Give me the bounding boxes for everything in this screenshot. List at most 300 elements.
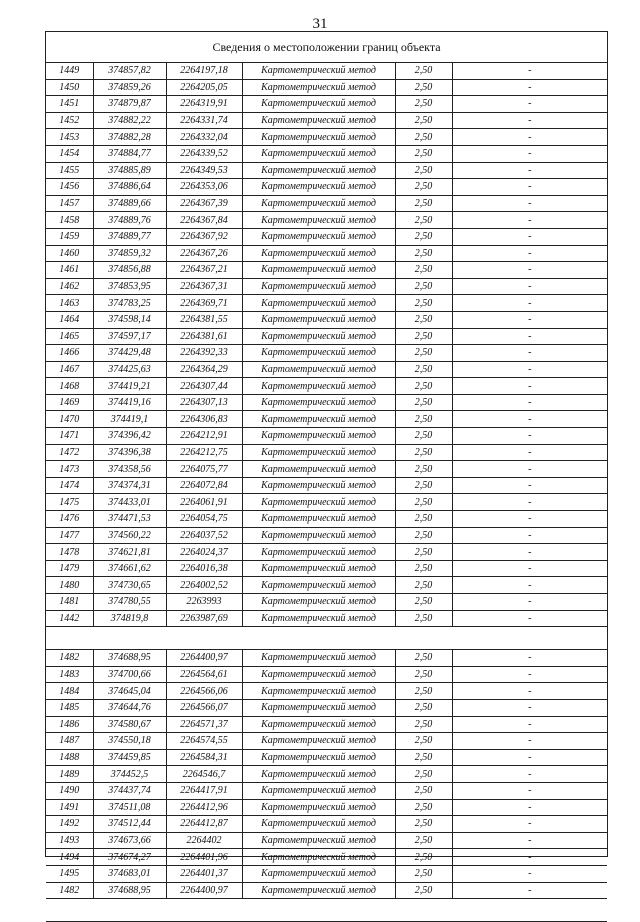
x-coordinate-cell: 374419,16	[93, 394, 166, 411]
table-row	[46, 782, 607, 799]
x-coordinate-cell: 374560,22	[93, 527, 166, 544]
x-coordinate-cell: 374730,65	[93, 577, 166, 594]
point-number-cell: 1472	[46, 444, 93, 461]
method-cell: Картометрический метод	[242, 245, 395, 262]
point-number-cell: 1457	[46, 195, 93, 212]
x-coordinate-cell: 374419,1	[93, 411, 166, 428]
point-number-cell: 1463	[46, 295, 93, 312]
y-coordinate-cell: 2263993	[166, 594, 242, 611]
y-coordinate-cell: 2264002,52	[166, 577, 242, 594]
method-cell: Картометрический метод	[242, 650, 395, 667]
description-cell: -	[452, 782, 607, 799]
table-row	[46, 394, 607, 411]
table-row	[46, 195, 607, 212]
y-coordinate-cell: 2264061,91	[166, 494, 242, 511]
table-row	[46, 212, 607, 229]
y-coordinate-cell: 2264205,05	[166, 79, 242, 96]
point-number-cell: 1483	[46, 666, 93, 683]
table-row	[46, 560, 607, 577]
method-cell: Картометрический метод	[242, 699, 395, 716]
point-number-cell: 1489	[46, 766, 93, 783]
y-coordinate-cell: 2264331,74	[166, 112, 242, 129]
y-coordinate-cell: 2264402	[166, 832, 242, 849]
method-cell: Картометрический метод	[242, 544, 395, 561]
description-cell: -	[452, 699, 607, 716]
description-cell: -	[452, 816, 607, 833]
point-number-cell: 1461	[46, 262, 93, 279]
accuracy-cell: 2,50	[395, 212, 452, 229]
accuracy-cell: 2,50	[395, 610, 452, 627]
y-coordinate-cell: 2264353,06	[166, 179, 242, 196]
table-row	[46, 683, 607, 700]
y-coordinate-cell: 2264319,91	[166, 96, 242, 113]
description-cell: -	[452, 378, 607, 395]
accuracy-cell: 2,50	[395, 179, 452, 196]
accuracy-cell: 2,50	[395, 594, 452, 611]
point-number-cell: 1482	[46, 882, 93, 899]
table-row	[46, 179, 607, 196]
table-row	[46, 699, 607, 716]
table-row	[46, 112, 607, 129]
method-cell: Картометрический метод	[242, 865, 395, 882]
description-cell: -	[452, 650, 607, 667]
description-cell: -	[452, 394, 607, 411]
x-coordinate-cell: 374433,01	[93, 494, 166, 511]
contour-separator-row	[46, 627, 607, 650]
accuracy-cell: 2,50	[395, 411, 452, 428]
description-cell: -	[452, 195, 607, 212]
x-coordinate-cell: 374661,62	[93, 560, 166, 577]
x-coordinate-cell: 374374,31	[93, 477, 166, 494]
method-cell: Картометрический метод	[242, 179, 395, 196]
accuracy-cell: 2,50	[395, 816, 452, 833]
table-row	[46, 461, 607, 478]
table-row	[46, 716, 607, 733]
method-cell: Картометрический метод	[242, 295, 395, 312]
description-cell: -	[452, 63, 607, 79]
method-cell: Картометрический метод	[242, 733, 395, 750]
point-number-cell: 1494	[46, 849, 93, 866]
y-coordinate-cell: 2264075,77	[166, 461, 242, 478]
method-cell: Картометрический метод	[242, 411, 395, 428]
accuracy-cell: 2,50	[395, 345, 452, 362]
accuracy-cell: 2,50	[395, 262, 452, 279]
description-cell: -	[452, 799, 607, 816]
accuracy-cell: 2,50	[395, 361, 452, 378]
x-coordinate-cell: 374879,87	[93, 96, 166, 113]
method-cell: Картометрический метод	[242, 716, 395, 733]
x-coordinate-cell: 374597,17	[93, 328, 166, 345]
point-number-cell: 1477	[46, 527, 93, 544]
table-row	[46, 278, 607, 295]
method-cell: Картометрический метод	[242, 428, 395, 445]
x-coordinate-cell: 374644,76	[93, 699, 166, 716]
table-row	[46, 444, 607, 461]
table-row	[46, 849, 607, 866]
x-coordinate-cell: 374396,42	[93, 428, 166, 445]
method-cell: Картометрический метод	[242, 328, 395, 345]
x-coordinate-cell: 374859,26	[93, 79, 166, 96]
point-number-cell: 1486	[46, 716, 93, 733]
table-row	[46, 378, 607, 395]
x-coordinate-cell: 374889,77	[93, 228, 166, 245]
table-row	[46, 145, 607, 162]
coordinates-table	[46, 63, 607, 922]
description-cell: -	[452, 577, 607, 594]
empty-cell	[46, 899, 607, 922]
point-number-cell: 1471	[46, 428, 93, 445]
point-number-cell: 1480	[46, 577, 93, 594]
y-coordinate-cell: 2264369,71	[166, 295, 242, 312]
x-coordinate-cell: 374674,27	[93, 849, 166, 866]
description-cell: -	[452, 461, 607, 478]
point-number-cell: 1484	[46, 683, 93, 700]
accuracy-cell: 2,50	[395, 444, 452, 461]
method-cell: Картометрический метод	[242, 444, 395, 461]
x-coordinate-cell: 374886,64	[93, 179, 166, 196]
point-number-cell: 1466	[46, 345, 93, 362]
description-cell: -	[452, 345, 607, 362]
accuracy-cell: 2,50	[395, 195, 452, 212]
table-row	[46, 749, 607, 766]
x-coordinate-cell: 374889,76	[93, 212, 166, 229]
table-row	[46, 79, 607, 96]
point-number-cell: 1488	[46, 749, 93, 766]
table-row	[46, 262, 607, 279]
description-cell: -	[452, 328, 607, 345]
y-coordinate-cell: 2264400,97	[166, 650, 242, 667]
description-cell: -	[452, 511, 607, 528]
accuracy-cell: 2,50	[395, 544, 452, 561]
table-row	[46, 411, 607, 428]
table-row	[46, 162, 607, 179]
accuracy-cell: 2,50	[395, 849, 452, 866]
y-coordinate-cell: 2264546,7	[166, 766, 242, 783]
point-number-cell: 1451	[46, 96, 93, 113]
description-cell: -	[452, 96, 607, 113]
description-cell: -	[452, 245, 607, 262]
accuracy-cell: 2,50	[395, 782, 452, 799]
x-coordinate-cell: 374580,67	[93, 716, 166, 733]
accuracy-cell: 2,50	[395, 865, 452, 882]
accuracy-cell: 2,50	[395, 295, 452, 312]
method-cell: Картометрический метод	[242, 749, 395, 766]
x-coordinate-cell: 374425,63	[93, 361, 166, 378]
point-number-cell: 1475	[46, 494, 93, 511]
boundary-table-frame	[45, 31, 608, 896]
y-coordinate-cell: 2264401,37	[166, 865, 242, 882]
table-row	[46, 650, 607, 667]
point-number-cell: 1490	[46, 782, 93, 799]
description-cell: -	[452, 666, 607, 683]
description-cell: -	[452, 477, 607, 494]
method-cell: Картометрический метод	[242, 477, 395, 494]
accuracy-cell: 2,50	[395, 577, 452, 594]
table-row	[46, 594, 607, 611]
y-coordinate-cell: 2264566,07	[166, 699, 242, 716]
description-cell: -	[452, 733, 607, 750]
point-number-cell: 1462	[46, 278, 93, 295]
point-number-cell: 1481	[46, 594, 93, 611]
point-number-cell: 1449	[46, 63, 93, 79]
table-row	[46, 295, 607, 312]
table-row	[46, 63, 607, 79]
method-cell: Картометрический метод	[242, 212, 395, 229]
point-number-cell: 1478	[46, 544, 93, 561]
description-cell: -	[452, 610, 607, 627]
point-number-cell: 1479	[46, 560, 93, 577]
point-number-cell: 1464	[46, 311, 93, 328]
accuracy-cell: 2,50	[395, 394, 452, 411]
method-cell: Картометрический метод	[242, 96, 395, 113]
table-row	[46, 511, 607, 528]
accuracy-cell: 2,50	[395, 245, 452, 262]
y-coordinate-cell: 2264367,39	[166, 195, 242, 212]
method-cell: Картометрический метод	[242, 361, 395, 378]
y-coordinate-cell: 2264307,44	[166, 378, 242, 395]
accuracy-cell: 2,50	[395, 683, 452, 700]
accuracy-cell: 2,50	[395, 477, 452, 494]
x-coordinate-cell: 374437,74	[93, 782, 166, 799]
y-coordinate-cell: 2264212,91	[166, 428, 242, 445]
point-number-cell: 1453	[46, 129, 93, 146]
x-coordinate-cell: 374700,66	[93, 666, 166, 683]
x-coordinate-cell: 374882,22	[93, 112, 166, 129]
method-cell: Картометрический метод	[242, 394, 395, 411]
method-cell: Картометрический метод	[242, 63, 395, 79]
method-cell: Картометрический метод	[242, 311, 395, 328]
point-number-cell: 1487	[46, 733, 93, 750]
y-coordinate-cell: 2264381,55	[166, 311, 242, 328]
x-coordinate-cell: 374856,88	[93, 262, 166, 279]
table-row	[46, 494, 607, 511]
method-cell: Картометрический метод	[242, 766, 395, 783]
x-coordinate-cell: 374859,32	[93, 245, 166, 262]
method-cell: Картометрический метод	[242, 560, 395, 577]
table-row	[46, 610, 607, 627]
empty-row	[46, 899, 607, 922]
point-number-cell: 1476	[46, 511, 93, 528]
accuracy-cell: 2,50	[395, 749, 452, 766]
accuracy-cell: 2,50	[395, 328, 452, 345]
method-cell: Картометрический метод	[242, 461, 395, 478]
table-row	[46, 799, 607, 816]
x-coordinate-cell: 374673,66	[93, 832, 166, 849]
table-row	[46, 882, 607, 899]
point-number-cell: 1474	[46, 477, 93, 494]
y-coordinate-cell: 2264392,33	[166, 345, 242, 362]
table-row	[46, 766, 607, 783]
table-title: Сведения о местоположении границ объекта	[46, 32, 607, 63]
description-cell: -	[452, 683, 607, 700]
accuracy-cell: 2,50	[395, 228, 452, 245]
description-cell: -	[452, 228, 607, 245]
accuracy-cell: 2,50	[395, 799, 452, 816]
point-number-cell: 1482	[46, 650, 93, 667]
method-cell: Картометрический метод	[242, 683, 395, 700]
table-row	[46, 477, 607, 494]
point-number-cell: 1492	[46, 816, 93, 833]
y-coordinate-cell: 2264212,75	[166, 444, 242, 461]
x-coordinate-cell: 374511,08	[93, 799, 166, 816]
description-cell: -	[452, 849, 607, 866]
y-coordinate-cell: 2264016,38	[166, 560, 242, 577]
accuracy-cell: 2,50	[395, 461, 452, 478]
table-row	[46, 328, 607, 345]
table-row	[46, 666, 607, 683]
y-coordinate-cell: 2264367,26	[166, 245, 242, 262]
x-coordinate-cell: 374429,48	[93, 345, 166, 362]
x-coordinate-cell: 374550,18	[93, 733, 166, 750]
description-cell: -	[452, 544, 607, 561]
point-number-cell: 1450	[46, 79, 93, 96]
method-cell: Картометрический метод	[242, 145, 395, 162]
x-coordinate-cell: 374358,56	[93, 461, 166, 478]
method-cell: Картометрический метод	[242, 577, 395, 594]
method-cell: Картометрический метод	[242, 527, 395, 544]
method-cell: Картометрический метод	[242, 345, 395, 362]
description-cell: -	[452, 444, 607, 461]
description-cell: -	[452, 749, 607, 766]
accuracy-cell: 2,50	[395, 378, 452, 395]
y-coordinate-cell: 2264367,21	[166, 262, 242, 279]
description-cell: -	[452, 494, 607, 511]
table-row	[46, 311, 607, 328]
x-coordinate-cell: 374783,25	[93, 295, 166, 312]
method-cell: Картометрический метод	[242, 378, 395, 395]
y-coordinate-cell: 2264024,37	[166, 544, 242, 561]
point-number-cell: 1491	[46, 799, 93, 816]
description-cell: -	[452, 295, 607, 312]
x-coordinate-cell: 374396,38	[93, 444, 166, 461]
accuracy-cell: 2,50	[395, 766, 452, 783]
x-coordinate-cell: 374885,89	[93, 162, 166, 179]
x-coordinate-cell: 374882,28	[93, 129, 166, 146]
point-number-cell: 1460	[46, 245, 93, 262]
accuracy-cell: 2,50	[395, 494, 452, 511]
table-row	[46, 228, 607, 245]
x-coordinate-cell: 374683,01	[93, 865, 166, 882]
point-number-cell: 1468	[46, 378, 93, 395]
page-number: 31	[312, 16, 328, 32]
y-coordinate-cell: 2264417,91	[166, 782, 242, 799]
x-coordinate-cell: 374459,85	[93, 749, 166, 766]
method-cell: Картометрический метод	[242, 511, 395, 528]
accuracy-cell: 2,50	[395, 527, 452, 544]
table-row	[46, 345, 607, 362]
y-coordinate-cell: 2264574,55	[166, 733, 242, 750]
table-row	[46, 816, 607, 833]
accuracy-cell: 2,50	[395, 733, 452, 750]
method-cell: Картометрический метод	[242, 494, 395, 511]
method-cell: Картометрический метод	[242, 666, 395, 683]
method-cell: Картометрический метод	[242, 195, 395, 212]
x-coordinate-cell: 374621,81	[93, 544, 166, 561]
point-number-cell: 1442	[46, 610, 93, 627]
x-coordinate-cell: 374780,55	[93, 594, 166, 611]
method-cell: Картометрический метод	[242, 882, 395, 899]
x-coordinate-cell: 374853,95	[93, 278, 166, 295]
y-coordinate-cell: 2263987,69	[166, 610, 242, 627]
point-number-cell: 1493	[46, 832, 93, 849]
table-row	[46, 527, 607, 544]
point-number-cell: 1456	[46, 179, 93, 196]
x-coordinate-cell: 374857,82	[93, 63, 166, 79]
y-coordinate-cell: 2264412,96	[166, 799, 242, 816]
x-coordinate-cell: 374452,5	[93, 766, 166, 783]
accuracy-cell: 2,50	[395, 560, 452, 577]
y-coordinate-cell: 2264367,31	[166, 278, 242, 295]
point-number-cell: 1452	[46, 112, 93, 129]
accuracy-cell: 2,50	[395, 278, 452, 295]
method-cell: Картометрический метод	[242, 799, 395, 816]
description-cell: -	[452, 129, 607, 146]
x-coordinate-cell: 374598,14	[93, 311, 166, 328]
table-row	[46, 865, 607, 882]
description-cell: -	[452, 428, 607, 445]
y-coordinate-cell: 2264571,37	[166, 716, 242, 733]
method-cell: Картометрический метод	[242, 782, 395, 799]
table-row	[46, 96, 607, 113]
coordinates-table-body	[46, 63, 607, 922]
point-number-cell: 1470	[46, 411, 93, 428]
table-row	[46, 544, 607, 561]
y-coordinate-cell: 2264197,18	[166, 63, 242, 79]
point-number-cell: 1465	[46, 328, 93, 345]
accuracy-cell: 2,50	[395, 162, 452, 179]
y-coordinate-cell: 2264339,52	[166, 145, 242, 162]
accuracy-cell: 2,50	[395, 650, 452, 667]
point-number-cell: 1458	[46, 212, 93, 229]
accuracy-cell: 2,50	[395, 112, 452, 129]
point-number-cell: 1485	[46, 699, 93, 716]
accuracy-cell: 2,50	[395, 63, 452, 79]
method-cell: Картометрический метод	[242, 79, 395, 96]
description-cell: -	[452, 112, 607, 129]
point-number-cell: 1473	[46, 461, 93, 478]
y-coordinate-cell: 2264037,52	[166, 527, 242, 544]
x-coordinate-cell: 374688,95	[93, 882, 166, 899]
method-cell: Картометрический метод	[242, 162, 395, 179]
method-cell: Картометрический метод	[242, 262, 395, 279]
point-number-cell: 1459	[46, 228, 93, 245]
y-coordinate-cell: 2264564,61	[166, 666, 242, 683]
accuracy-cell: 2,50	[395, 311, 452, 328]
method-cell: Картометрический метод	[242, 832, 395, 849]
y-coordinate-cell: 2264349,53	[166, 162, 242, 179]
description-cell: -	[452, 594, 607, 611]
y-coordinate-cell: 2264381,61	[166, 328, 242, 345]
y-coordinate-cell: 2264367,92	[166, 228, 242, 245]
y-coordinate-cell: 2264364,29	[166, 361, 242, 378]
point-number-cell: 1467	[46, 361, 93, 378]
y-coordinate-cell: 2264332,04	[166, 129, 242, 146]
description-cell: -	[452, 79, 607, 96]
y-coordinate-cell: 2264054,75	[166, 511, 242, 528]
description-cell: -	[452, 882, 607, 899]
accuracy-cell: 2,50	[395, 832, 452, 849]
description-cell: -	[452, 411, 607, 428]
table-row	[46, 129, 607, 146]
description-cell: -	[452, 716, 607, 733]
description-cell: -	[452, 212, 607, 229]
y-coordinate-cell: 2264306,83	[166, 411, 242, 428]
x-coordinate-cell: 374819,8	[93, 610, 166, 627]
method-cell: Картометрический метод	[242, 228, 395, 245]
x-coordinate-cell: 374645,04	[93, 683, 166, 700]
table-row	[46, 245, 607, 262]
table-row	[46, 428, 607, 445]
